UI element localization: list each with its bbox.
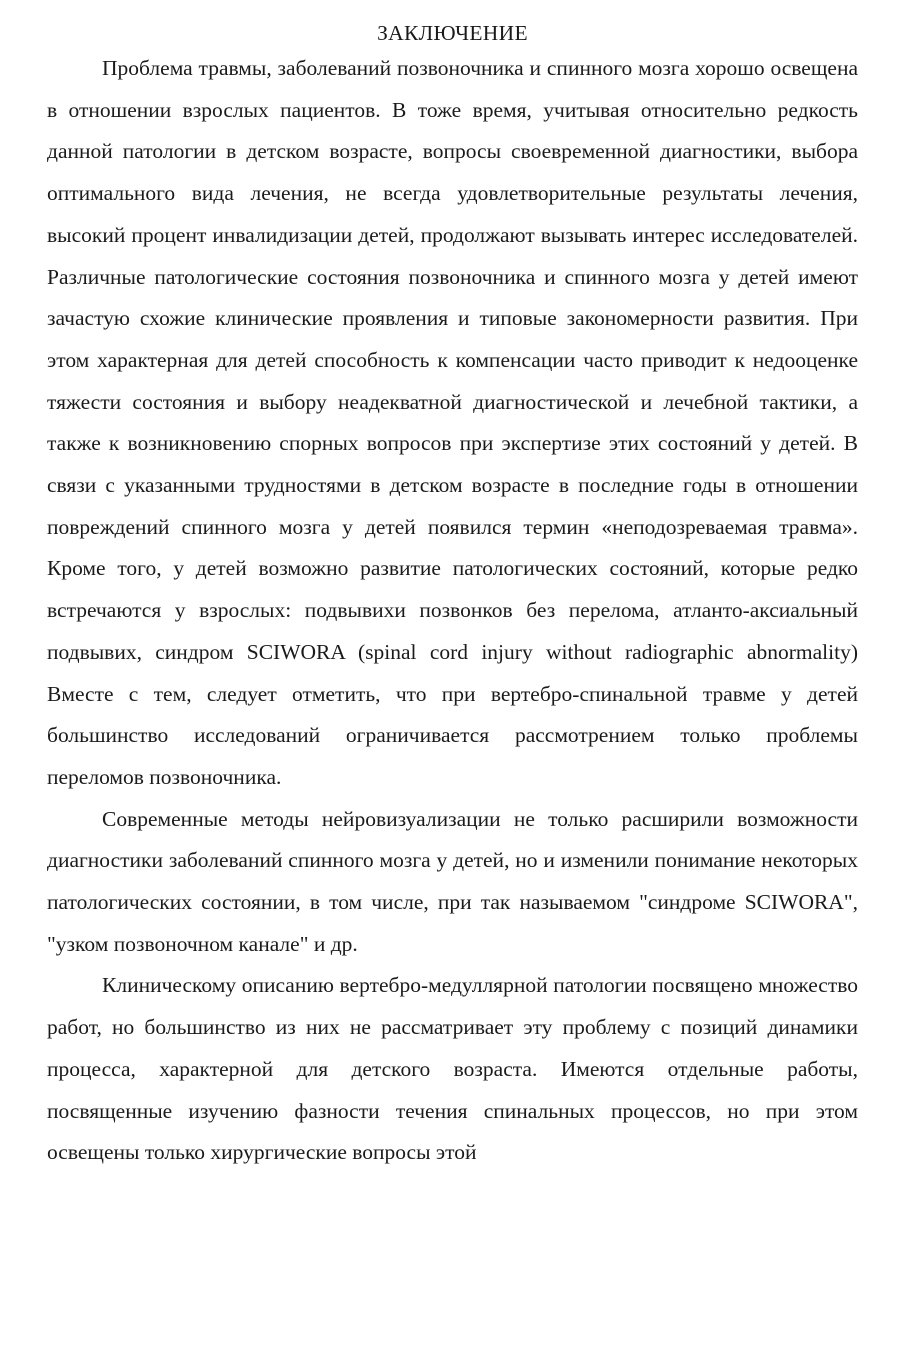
paragraph-1: Проблема травмы, заболеваний позвоночника и спинного мозга хорошо освещена в отношении взрослых пациентов. В тоже время, учитывая относительно редкость данной патологии в детском возрасте, вопросы своевременной диагностики, выбора оптимального вида лечения, не всегда удовлетворительные результаты лечения, высокий процент инвалидизации детей, продолжают вызывать интерес исследователей. Различные патологические состояния позвоночника и спинного мозга у детей имеют зачастую схожие клинические проявления и типовые закономерности развития. При этом характерная для детей способность к компенсации часто приводит к недооценке тяжести состояния и выбору неадекватной диагностической и лечебной тактики, а также к возникновению спорных вопросов при экспертизе этих состояний у детей. В связи с указанными трудностями в детском возрасте в последние годы в отношении повреждений спинного мозга у детей появился термин «неподозреваемая травма». Кроме того, у детей возможно развитие патологических состояний, которые редко встречаются у взрослых: подвывихи позвонков без перелома, атланто-аксиальный подвывих, синдром SCIWORA (spinal cord injury without radiographic abnormality) Вместе с тем, следует отметить, что при вертебро-спинальной травме у детей большинство исследований ограничивается рассмотрением только проблемы переломов позвоночника. xyxy=(47,56,858,789)
document-page xyxy=(47,20,858,1174)
paragraph-3: Клиническому описанию вертебро-медуллярной патологии посвящено множество работ, но большинство из них не рассматривает эту проблему с позиций динамики процесса, характерной для детского возраста. Имеются отдельные работы, посвященные изучению фазности течения спинальных процессов, но при этом освещены только хирургические вопросы этой xyxy=(47,973,858,1165)
paragraph-2: Современные методы нейровизуализации не только расширили возможности диагностики заболеваний спинного мозга у детей, но и изменили понимание некоторых патологических состоянии, в том числе, при так называемом "синдроме SCIWORA", "узком позвоночном канале" и др. xyxy=(47,806,858,956)
document-title: ЗАКЛЮЧЕНИЕ xyxy=(377,21,528,45)
